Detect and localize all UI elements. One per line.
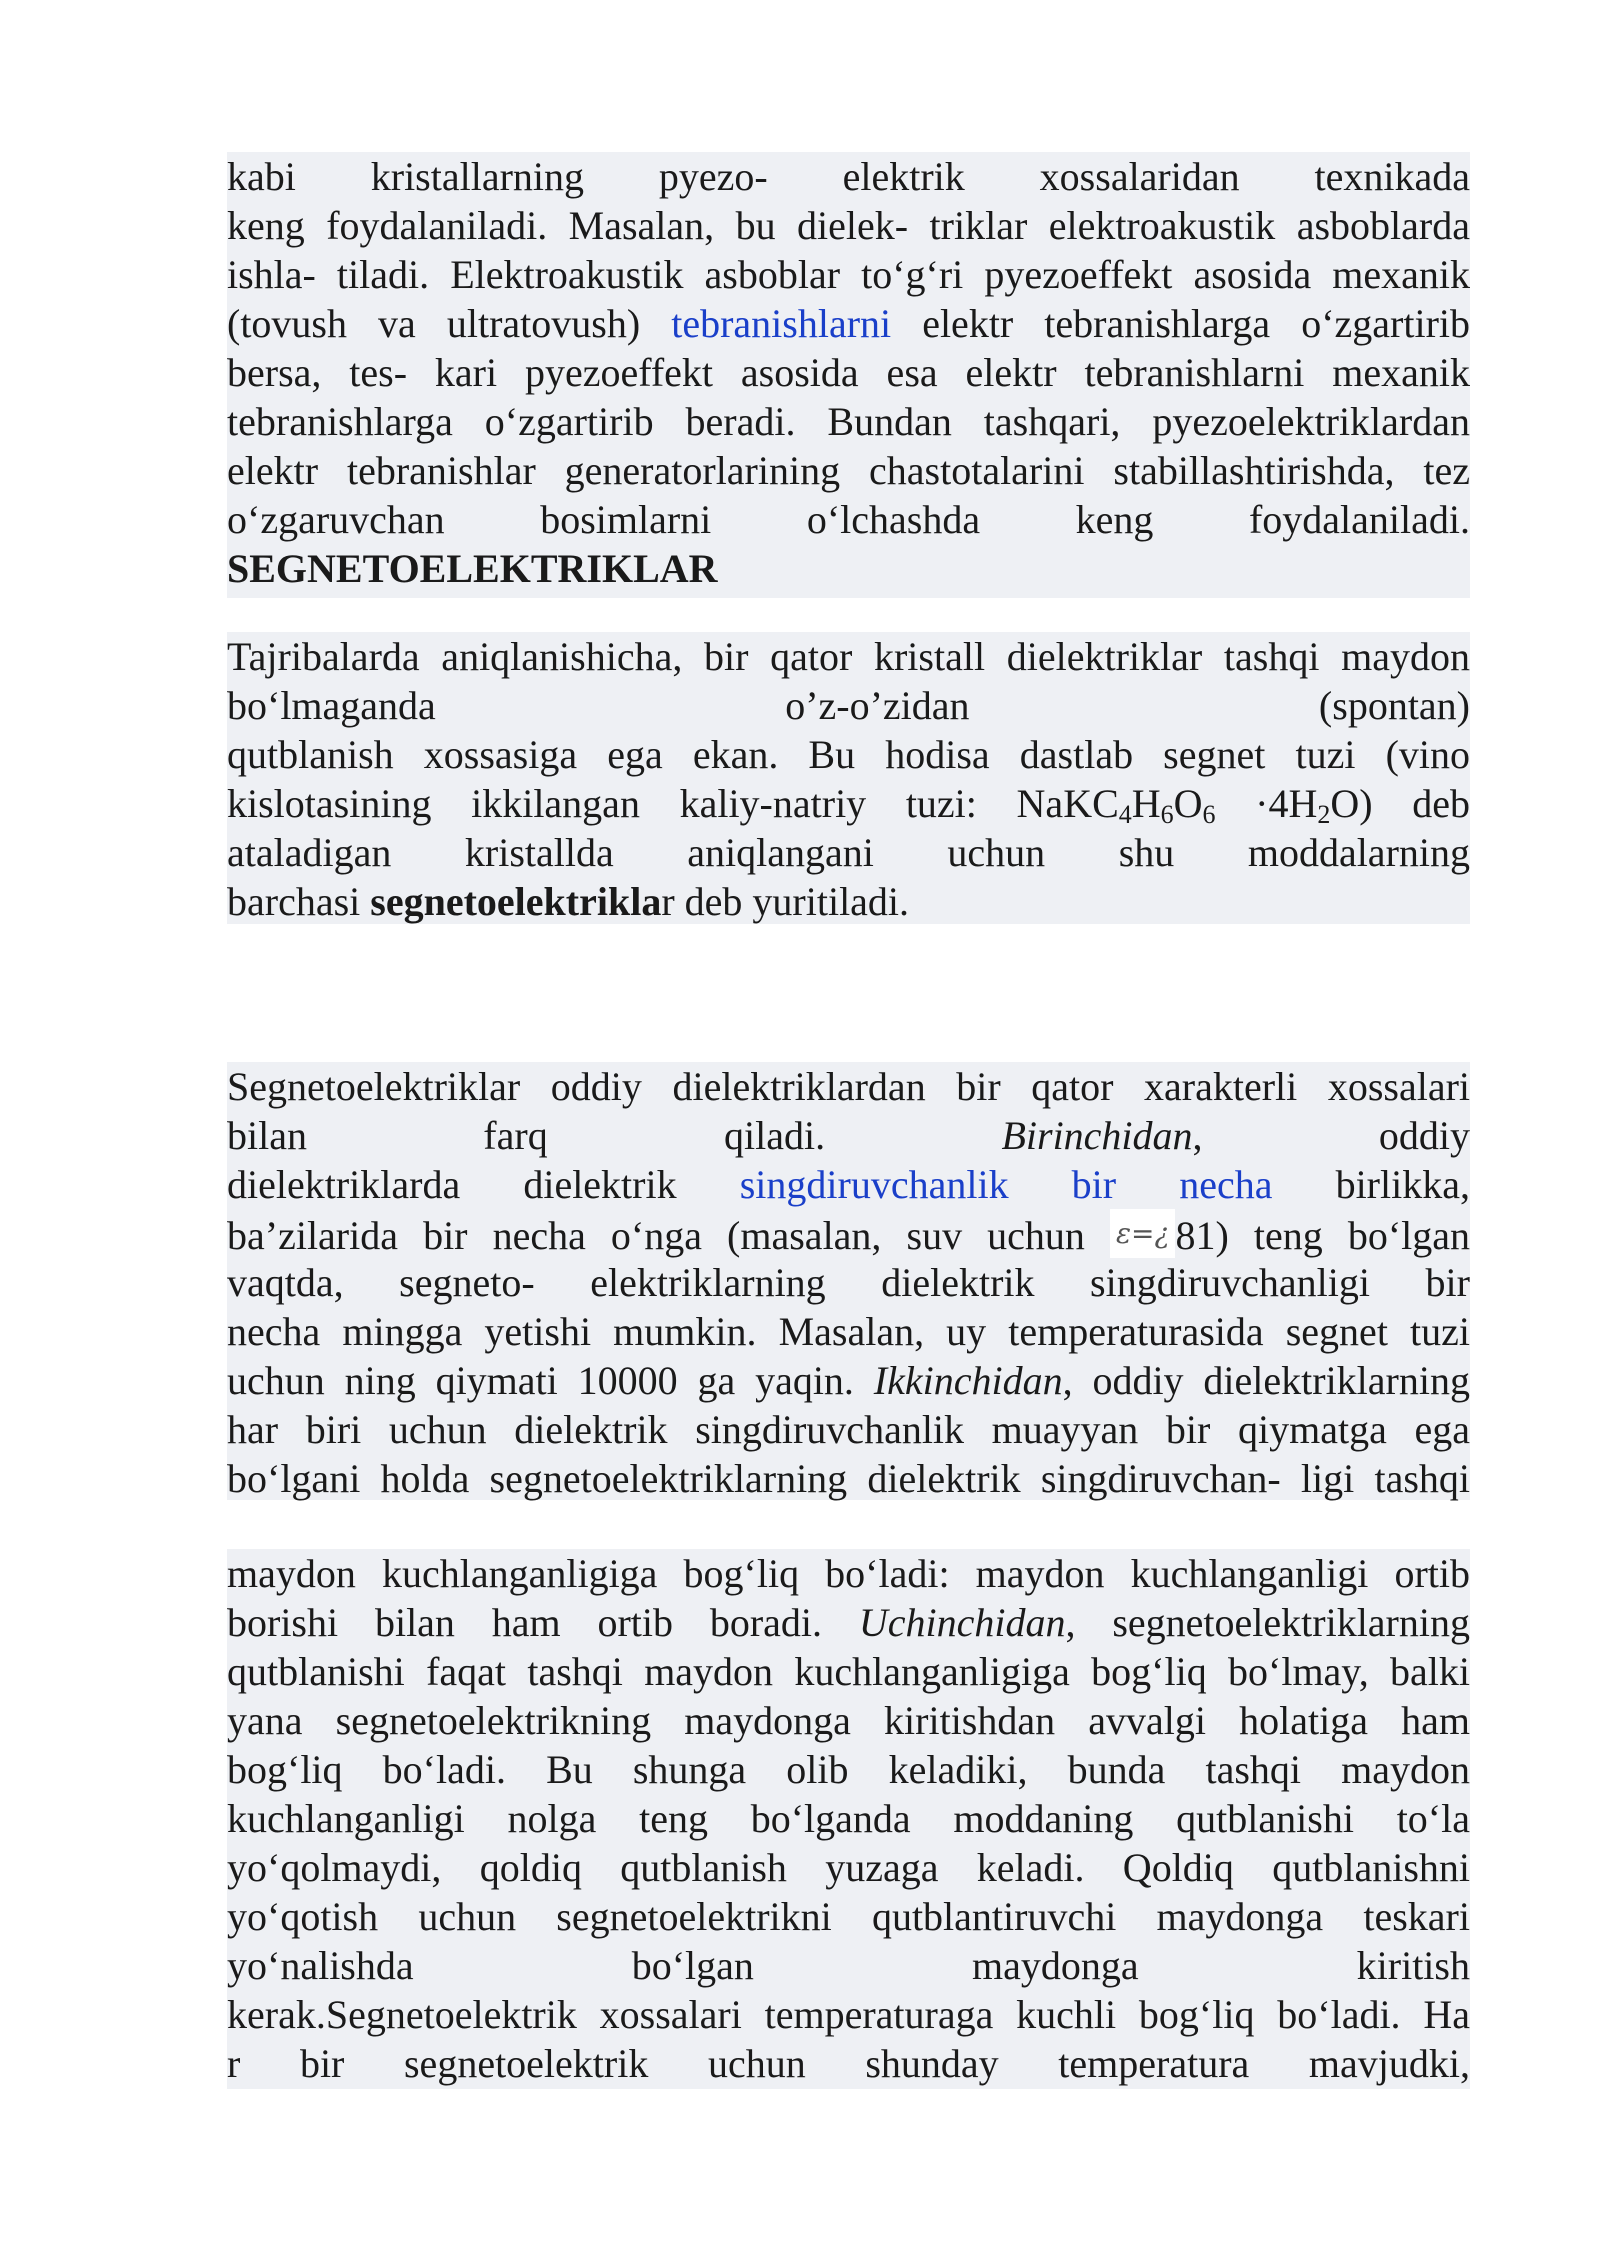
text-line: bo‘lgani holda segnetoelektriklarning dielektrik singdiruvchan- ligi tashqi bbox=[227, 1456, 1470, 1501]
text-line: bo‘lmaganda o’z-o’zidan (spontan) bbox=[227, 683, 1470, 728]
text-line: Segnetoelektriklar oddiy dielektriklardan bir qator xarakterli xossalari bbox=[227, 1064, 1470, 1109]
text-line: r bir segnetoelektrik uchun shunday temperatura mavjudki, bbox=[227, 2041, 1470, 2086]
text-line: qutblanishi faqat tashqi maydon kuchlanganligiga bog‘liq bo‘lmay, balki bbox=[227, 1649, 1470, 1694]
text-line: vaqtda, segneto- elektriklarning dielektrik singdiruvchanligi bir bbox=[227, 1260, 1470, 1305]
paragraph-properties bbox=[227, 1062, 1470, 1500]
text-line: bilan farq qiladi. Birinchidan, oddiy bbox=[227, 1113, 1470, 1158]
paragraph-hysteresis bbox=[227, 1549, 1470, 2089]
text-line: kuchlanganligi nolga teng bo‘lganda moddaning qutblanishi to‘la bbox=[227, 1796, 1470, 1841]
link-tebranishlarni[interactable]: tebranishlarni bbox=[671, 301, 892, 346]
text-line: barchasi segnetoelektriklar deb yuritiladi. bbox=[227, 879, 910, 924]
text-line: yo‘qotish uchun segnetoelektrikni qutblantiruvchi maydonga teskari bbox=[227, 1894, 1470, 1939]
text-line: o‘zgaruvchan bosimlarni o‘lchashda keng foydalaniladi. bbox=[227, 497, 1470, 542]
text-line: necha mingga yetishi mumkin. Masalan, uy temperaturasida segnet tuzi bbox=[227, 1309, 1470, 1354]
text-line: ataladigan kristallda aniqlangani uchun shu moddalarning bbox=[227, 830, 1470, 875]
text-line: bog‘liq bo‘ladi. Bu shunga olib keladiki, bunda tashqi maydon bbox=[227, 1747, 1470, 1792]
text-line: tebranishlarga o‘zgartirib beradi. Bundan tashqari, pyezoelektriklardan bbox=[227, 399, 1470, 444]
text-line: yana segnetoelektrikning maydonga kiritishdan avvalgi holatiga ham bbox=[227, 1698, 1470, 1743]
text-line: keng foydalaniladi. Masalan, bu dielek- triklar elektroakustik asboblarda bbox=[227, 203, 1470, 248]
text-line: har biri uchun dielektrik singdiruvchanlik muayyan bir qiymatga ega bbox=[227, 1407, 1470, 1452]
text-line: ba’zilarida bir necha o‘nga (masalan, suv uchun ε=¿ 81) teng bo‘lgan bbox=[227, 1209, 1470, 1258]
text-line: yo‘qolmaydi, qoldiq qutblanish yuzaga keladi. Qoldiq qutblanishni bbox=[227, 1845, 1470, 1890]
link-singdiruvchanlik[interactable]: singdiruvchanlik bir necha bbox=[739, 1162, 1273, 1207]
text-line: kabi kristallarning pyezo- elektrik xossalaridan texnikada bbox=[227, 154, 1470, 199]
text-line: kerak.Segnetoelektrik xossalari temperaturaga kuchli bog‘liq bo‘ladi. Ha bbox=[227, 1992, 1470, 2037]
term-bold: segnetoelektrikla bbox=[370, 879, 662, 924]
text-line: elektr tebranishlar generatorlarining chastotalarini stabillashtirishda, tez bbox=[227, 448, 1470, 493]
text-line: dielektriklarda dielektrik singdiruvchanlik bir necha birlikka, bbox=[227, 1162, 1470, 1207]
text-line: Tajribalarda aniqlanishicha, bir qator kristall dielektriklar tashqi maydon bbox=[227, 634, 1470, 679]
text-line: ishla- tiladi. Elektroakustik asboblar to‘g‘ri pyezoeffekt asosida mexanik bbox=[227, 252, 1470, 297]
paragraph-definition bbox=[227, 632, 1470, 924]
paragraph-piezoelectric bbox=[227, 152, 1470, 598]
formula-line: kislotasining ikkilangan kaliy-natriy tuzi: $NaKC_4H_6O_6 \cdot 4H_2O$) deb bbox=[227, 781, 1471, 829]
text-line: uchun ning qiymati 10000 ga yaqin. Ikkinchidan, oddiy dielektriklarning bbox=[227, 1358, 1470, 1403]
epsilon-formula-image: ε=¿ bbox=[1110, 1209, 1176, 1258]
text-line: bersa, tes- kari pyezoeffekt asosida esa elektr tebranishlarni mexanik bbox=[227, 350, 1470, 395]
text-line: yo‘nalishda bo‘lgan maydonga kiritish bbox=[227, 1943, 1470, 1988]
text-line: (tovush va ultratovush) tebranishlarni elektr tebranishlarga o‘zgartirib bbox=[227, 301, 1470, 346]
text-line: qutblanish xossasiga ega ekan. Bu hodisa dastlab segnet tuzi (vino bbox=[227, 732, 1470, 777]
section-heading: SEGNETOELEKTRIKLAR bbox=[227, 546, 718, 591]
text-line: borishi bilan ham ortib boradi. Uchinchidan, segnetoelektriklarning bbox=[227, 1600, 1470, 1645]
text-line: maydon kuchlanganligiga bog‘liq bo‘ladi: maydon kuchlanganligi ortib bbox=[227, 1551, 1470, 1596]
